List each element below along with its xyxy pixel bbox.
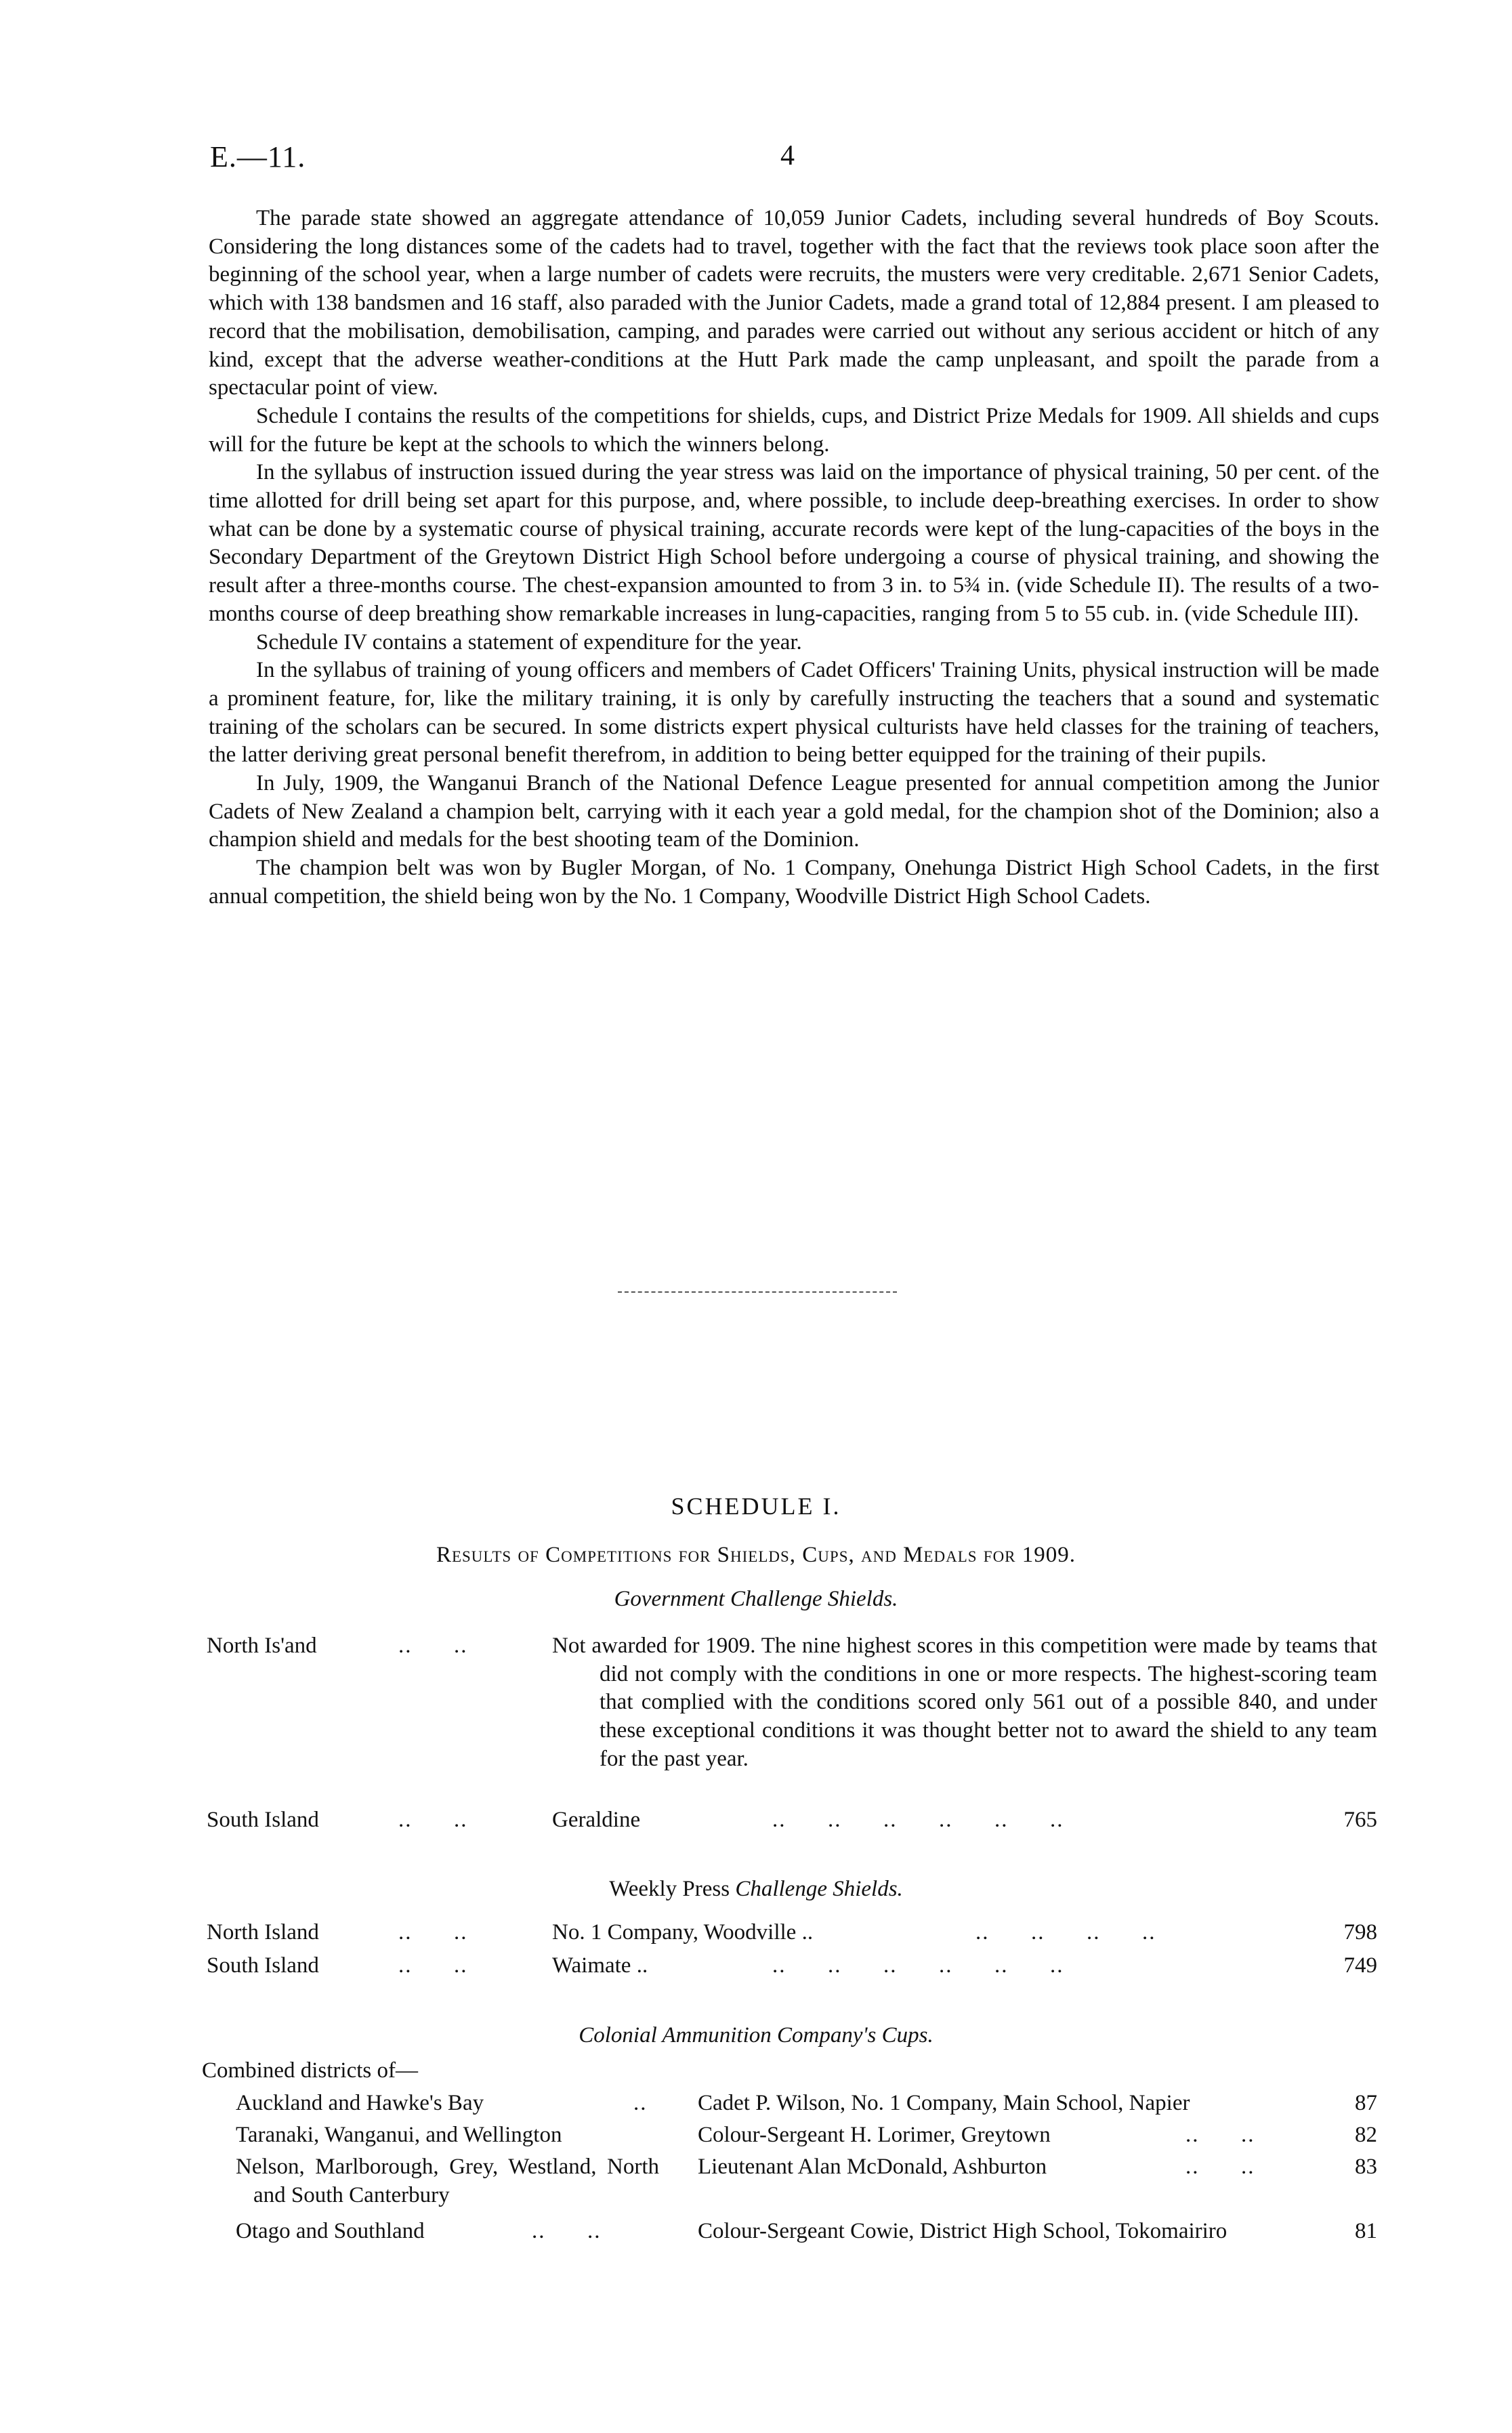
gov-south-leader: .. .. .. .. .. .. [772, 1808, 1064, 1832]
weekly-north-label: North Island [207, 1920, 319, 1945]
colonial-intro: Combined districts of— [202, 2058, 418, 2083]
page-reference: E.—11. [210, 140, 306, 173]
colonial-winner: Colour-Sergeant Cowie, District High School, Tokomairiro [698, 2219, 1227, 2243]
colonial-score: 83 [1355, 2155, 1377, 2179]
weekly-north-winner: No. 1 Company, Woodville .. [552, 1920, 814, 1945]
weekly-north-score: 798 [1343, 1920, 1377, 1945]
section-divider [618, 1291, 897, 1293]
weekly-south-winner: Waimate .. [552, 1953, 648, 1978]
colonial-winner-leader: .. .. [1185, 2155, 1255, 2179]
gov-south-label: South Island [207, 1808, 319, 1832]
paragraph-schedule-one: Schedule I contains the results of the competitions for shields, cups, and District Prize Medals for 1909. All shields and cups will for the future be kept at the schools to which the winners belong. [209, 403, 1379, 457]
weekly-south-score: 749 [1343, 1953, 1377, 1978]
colonial-district-dots: .. [633, 2091, 648, 2115]
body-text [209, 205, 1379, 911]
gov-north-label: North Is'and [207, 1634, 317, 1658]
gov-south-score: 765 [1343, 1808, 1377, 1832]
weekly-press-heading [0, 1877, 1512, 1902]
weekly-north-leader: .. .. .. .. [975, 1920, 1156, 1945]
gov-south-winner: Geraldine [552, 1808, 641, 1832]
colonial-district: Auckland and Hawke's Bay [236, 2091, 484, 2115]
colonial-winner: Lieutenant Alan McDonald, Ashburton [698, 2155, 1047, 2179]
colonial-district-text: Nelson, Marlborough, Grey, Westland, North and South Canterbury [236, 2155, 659, 2207]
paragraph-officers-training: In the syllabus of training of young officers and members of Cadet Officers' Training Units, physical instruction will be made a prominent feature, for, like the military training, it is only by carefully instructing the teachers that a sound and systematic training of the scholars can be secured. In some districts expert physical culturists have held classes for the training of teachers, the latter deriving great personal benefit therefrom, in addition to being better equipped for the training of their pupils. [209, 658, 1379, 768]
government-shields-heading: Government Challenge Shields. [614, 1587, 898, 1611]
gov-north-result: Not awarded for 1909. The nine highest scores in this competition were made by teams that did not comply with the conditions in one or more respects. The highest-scoring team that complied with the conditions scored only 561 out of a possible 840, and under these exceptional conditions it was thought better not to award the shield to any team for the past year. [552, 1634, 1377, 1771]
paragraph-schedule-four: Schedule IV contains a statement of expenditure for the year. [256, 629, 802, 654]
colonial-winner: Colour-Sergeant H. Lorimer, Greytown [698, 2123, 1051, 2147]
colonial-cups-heading: Colonial Ammunition Company's Cups. [579, 2023, 933, 2047]
page-number: 4 [780, 140, 795, 171]
paragraph-belt-winner: The champion belt was won by Bugler Morgan, of No. 1 Company, Onehunga District High School Cadets, in the first annual competition, the shield being won by the No. 1 Company, Woodville District High School Cadets. [209, 856, 1379, 909]
colonial-score: 87 [1355, 2091, 1377, 2115]
weekly-south-label: South Island [207, 1953, 319, 1978]
colonial-winner-leader: .. .. [1185, 2123, 1255, 2147]
colonial-district: Taranaki, Wanganui, and Wellington [236, 2123, 562, 2147]
colonial-district [236, 2153, 659, 2209]
schedule-title: SCHEDULE I. [671, 1493, 841, 1520]
weekly-press-heading-plain: Weekly Press [609, 1877, 736, 1901]
colonial-score: 81 [1355, 2219, 1377, 2243]
colonial-district: Otago and Southland [236, 2219, 425, 2243]
paragraph-parade-state: The parade state showed an aggregate attendance of 10,059 Junior Cadets, including several hundreds of Boy Scouts. Considering the long distances some of the cadets had to travel, together with the fact that the reviews took place soon after the beginning of the school year, when a large number of cadets were recruits, the musters were very creditable. 2,671 Senior Cadets, which with 138 bandsmen and 16 staff, also paraded with the Junior Cadets, made a grand total of 12,884 present. I am pleased to record that the mobilisation, demobilisation, camping, and parades were carried out without any serious accident or hitch of any kind, except that the adverse weather-conditions at the Hutt Park made the camp unpleasant, and spoilt the parade from a spectacular point of view. [209, 206, 1379, 400]
colonial-winner: Cadet P. Wilson, No. 1 Company, Main School, Napier [698, 2091, 1190, 2115]
colonial-district-dots: .. .. [532, 2219, 602, 2243]
weekly-south-leader: .. .. .. .. .. .. [772, 1953, 1064, 1978]
weekly-north-dots: .. .. [398, 1920, 468, 1945]
colonial-score: 82 [1355, 2123, 1377, 2147]
schedule-subtitle: Results of Competitions for Shields, Cups, and Medals for 1909. [436, 1543, 1076, 1567]
weekly-press-heading-italic: Challenge Shields. [735, 1877, 903, 1901]
gov-south-dots: .. .. [398, 1808, 468, 1832]
paragraph-champion-belt: In July, 1909, the Wanganui Branch of the National Defence League presented for annual competition among the Junior Cadets of New Zealand a champion belt, carrying with it each year a gold medal, for the champion shot of the Dominion; also a champion shield and medals for the best shooting team of the Dominion. [209, 771, 1379, 852]
gov-north-dots: .. .. [398, 1634, 468, 1658]
paragraph-physical-training: In the syllabus of instruction issued during the year stress was laid on the importance of physical training, 50 per cent. of the time allotted for drill being set apart for this purpose, and, where possible, to include deep-breathing exercises. In order to show what can be done by a systematic course of physical training, accurate records were kept of the lung-capacities of the boys in the Secondary Department of the Greytown District High School before undergoing a course of physical training, and showing the result after a three-months course. The chest-expansion amounted to from 3 in. to 5¾ in. (vide Schedule II). The results of a two-months course of deep breathing show remarkable increases in lung-capacities, ranging from 5 to 55 cub. in. (vide Schedule III). [209, 460, 1379, 626]
weekly-south-dots: .. .. [398, 1953, 468, 1978]
